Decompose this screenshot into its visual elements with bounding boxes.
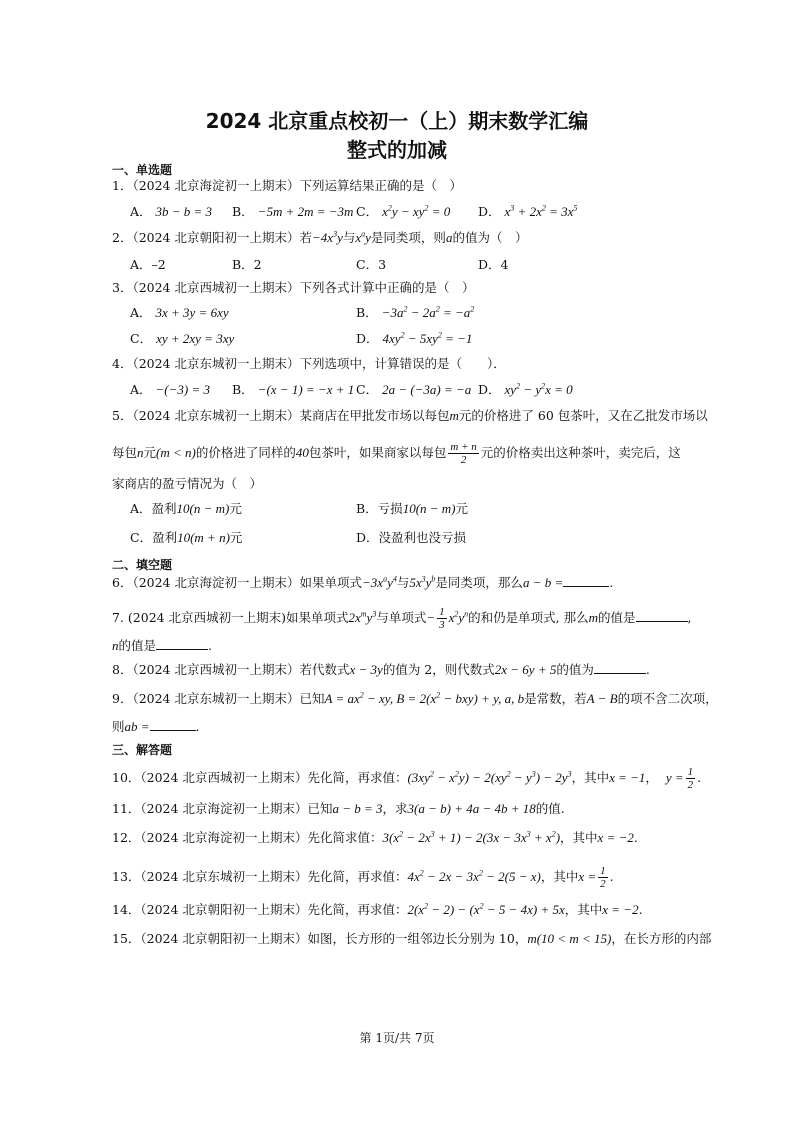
question-15: 15．（2024 北京朝阳初一上期末）如图，长方形的一组邻边长分别为 10，m(10 < m < 15)，在长方形的内部: [112, 931, 712, 946]
q2-option-c: C．3: [356, 257, 387, 272]
question-13: 13．（2024 北京东城初一上期末）先化简，再求值：$4x^2 - 2x - 3x^2 - 2(5 - x)$，其中x = $\frac{1}{2}$ .: [112, 865, 614, 890]
question-14: 14．（2024 北京朝阳初一上期末）先化简，再求值：$2(x^2 - 2) - (x^2 - 5 - 4x) + 5x$，其中x = −2.: [112, 901, 643, 917]
q2-option-d: D．4: [478, 257, 509, 272]
question-5-line-1: 5．（2024 北京东城初一上期末）某商店在甲批发市场以每包m元的价格进了 60 包茶叶，又在乙批发市场以: [112, 408, 708, 423]
question-5-line-2: 每包n元(m < n)的价格进了同样的40包茶叶，如果商家以每包 $\frac{m + n}{2}$ 元的价格卖出这种茶叶，卖完后，这: [112, 441, 681, 466]
q5-option-b: B．亏损10(n − m)元: [356, 501, 469, 516]
question-2: 2．（2024 北京朝阳初一上期末）若$-4x^3y$与$x^ay$是同类项，则a的值为（ ）: [112, 229, 528, 245]
question-7-line-2: n的值是 .: [112, 638, 212, 653]
question-10: 10．（2024 北京西城初一上期末）先化简，再求值：$(3xy^2 - x^2y) - 2(xy^2 - y^3) - 2y^3$，其中x = −1， y = $\frac{1}{2}$ .: [112, 766, 702, 791]
q9-answer-blank[interactable]: [150, 718, 196, 731]
question-5-line-3: 家商店的盈亏情况为（ ）: [112, 476, 263, 491]
section-heading-solve: 三、解答题: [112, 743, 173, 757]
q4-option-a: A． −(−3) = 3: [130, 382, 210, 397]
document-title: 2024 北京重点校初一（上）期末数学汇编: [205, 109, 589, 133]
q4-option-d: D． $xy^2 - y^2x = 0$: [478, 381, 573, 397]
q7-n-blank[interactable]: [156, 637, 208, 650]
q3-option-a: A． 3x + 3y = 6xy: [130, 305, 229, 320]
question-1: 1．（2024 北京海淀初一上期末）下列运算结果正确的是（ ）: [112, 178, 463, 193]
q5-option-d: D．没盈利也没亏损: [356, 530, 467, 545]
document-subtitle: 整式的加减: [347, 138, 447, 162]
q7-m-blank[interactable]: [636, 609, 688, 622]
question-11: 11．（2024 北京海淀初一上期末）已知a − b = 3，求3(a − b) + 4a − 4b + 18的值.: [112, 801, 565, 816]
q3-option-b: B． $-3a^2 - 2a^2 = -a^2$: [356, 304, 475, 320]
q1-option-c: C． $x^2y - xy^2 = 0$: [356, 203, 451, 219]
question-7-line-1: 7. (2024 北京西城初一上期末)如果单项式$2x^my^3$与单项式− $\frac{1}{3}$ $x^2y^n$的和仍是单项式, 那么m的值是 ,: [112, 606, 692, 631]
q4-option-b: B． −(x − 1) = −x + 1: [232, 382, 355, 397]
q5-option-c: C．盈利10(m + n)元: [130, 530, 243, 545]
q1-option-a: A． 3b − b = 3: [130, 204, 213, 219]
q1-option-d: D． $x^3 + 2x^2 = 3x^5$: [478, 203, 578, 219]
q8-answer-blank[interactable]: [594, 661, 646, 674]
question-3: 3．（2024 北京西城初一上期末）下列各式计算中正确的是（ ）: [112, 280, 475, 295]
question-9-line-1: 9．（2024 北京东城初一上期末）已知$A = ax^2$ − xy, $B = 2(x^2 - bxy) + y$, a, b是常数，若A − B的项不含二次项，: [112, 690, 718, 706]
q5-option-a: A．盈利10(n − m)元: [130, 501, 242, 516]
q2-option-b: B．2: [232, 257, 262, 272]
section-heading-fill-in: 二、填空题: [112, 558, 173, 572]
q1-option-b: B． −5m + 2m = −3m: [232, 204, 354, 219]
q3-option-c: C． xy + 2xy = 3xy: [130, 331, 235, 346]
question-8: 8．（2024 北京西城初一上期末）若代数式x − 3y的值为 2，则代数式2x − 6y + 5的值为 .: [112, 662, 650, 677]
q6-answer-blank[interactable]: [563, 574, 609, 587]
question-6: 6．（2024 北京海淀初一上期末）如果单项式$-3x^ay^4$与$5x^3y^b$是同类项，那么a − b = .: [112, 574, 614, 590]
section-heading-single-choice: 一、单选题: [112, 163, 173, 177]
question-9-line-2: 则ab = .: [112, 719, 200, 734]
q4-option-c: C． 2a − (−3a) = −a: [356, 382, 472, 397]
page-footer: 第 1页/共 7页: [359, 1031, 435, 1045]
q3-option-d: D． $4xy^2 - 5xy^2 = -1$: [356, 330, 473, 346]
q2-option-a: A．–2: [130, 257, 166, 272]
question-12: 12．（2024 北京海淀初一上期末）先化简求值：$3(x^2 - 2x^3 + 1) - 2(3x - 3x^3 + x^2)$，其中x = −2.: [112, 829, 638, 845]
question-4: 4．（2024 北京东城初一上期末）下列选项中，计算错误的是（ ）．: [112, 356, 506, 371]
